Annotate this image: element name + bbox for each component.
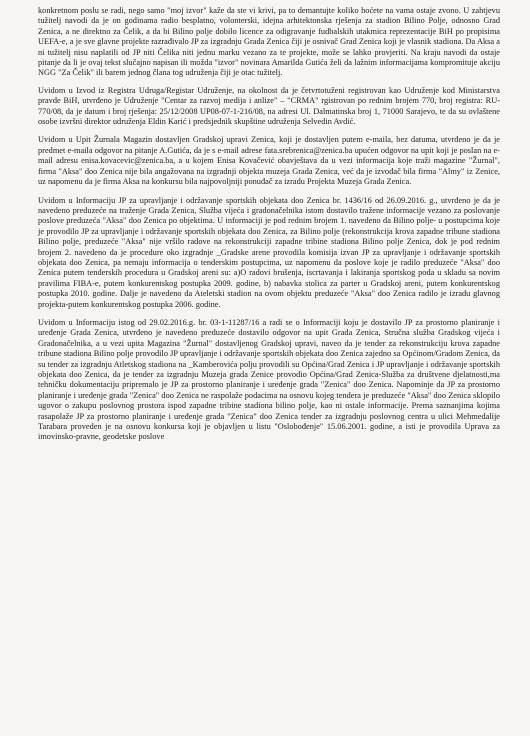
paragraph-sports-facilities-info: Uvidom u Informaciju JP za upravljanje i održavanje sportskih objekata doo Zenica br. 1436/16 od 26.09.2016. g., utvrđeno je da je navedeno preduzeće na traženje Grada Zenica, Služba vijeća i gradonačelnika istom dostavilo tražene informacije vezano za poslovanje poslove preduzeća "Aksa" doo Zenica po objektima. U informaciji je pod rednim brojem 1. navedeno da Bilino polje- u postupcima koje je provodilo JP za upravljanje i održavanje sportskih objekata doo Zenica, za Bilino polje (rekonstrukcija krova zapadne tribune stadiona Bilino polje, preduzeće "Aksa" nije vršilo radove na rekonstrukciji zapadne tribine stadiona Bilino polje Zenica, dok je pod rednim brojem 2. navedeno da je procedure oko izgradnje _Gradske arene provodila komisija izvan JP za upravljanje i održavanje sportskih objekata doo Zenica, pa nemaju informacija o tenderskim postupcima, uz napomenu da poslove koje je radilo preduzeće "Aksa" doo Zenica putem tenderskih procedura u Gradskoj areni su: a)O radovi brušenja, iscrtavanja i lakiranja sportskog poda u skladu sa novim pravilima FIBA-e, putem konkurentskog postupka 2009. godine, b) nabavka stolica za parter u Gradskoj areni, putem konkurentskog postupka 2010. godine. Dalje je navedeno da Ateletski stadion na ovom objektu preduzeće "Aksa" doo Zenica radilo je izradu glavnog projekta-putem konkurentskog postupka 2006. godine. (38, 195, 500, 309)
paragraph-spatial-planning-info: Uvidom u Informaciju istog od 29.02.2016.g. br. 03-1-11287/16 a radi se o Informaciji koju je dostavilo JP za prostorno planiranje i uređenje Grada Zenica, utvrđeno je navedeno preduzeće dostavilo odgovor na upit Grada Zenica, Stručna služba Gradskog vijeća i Gradonačelnika, a u vezi upita Magazina "Žurnal" dostavljenog Gradskoj upravi, naveo da je tender za rekonstrukciju krova zapadne tribune stadiona Bilino polje provodilo JP upravljanje i održavanje sportskih objekata doo Zenica zajedno sa Općinom/Gradom Zenica, da su tender za izgradnju Atletskog stadiona na _Kamberovića polju provodili su Općina/Grad Zenica i JP upravljanje i održavanje sportskih objekata doo Zenica, da je tender za izgradnju Muzeja grada Zenice provodio Općina/Grad Zenica-Služba za društvene djelatnosti,ma tehničku dokumentaciju pripremalo je JP za prostorno planiranje i uređenje grada "Zenica" doo Zenica. Napominje da JP za prostorno planiranje i uređenje grada "Zenica" doo Zenica ne raspolaže podacima na osnovu kojeg tendera je preduzeće "Aksa" doo Zenica sklopilo ugovor o zakupu poslovnog prostora ispod zapadne tribine stadiona bilino polje, kao ni ostale informacije. Prema saznanjima kojima rasapolaže JP za prostorno planiranje i uređenje grada "Zenica" doo Zenica tender za izgradnju poslovnog centra u ulici Mehmedalije Tarabara proveden je na osnovu konkursa koji je objavljen u listu "Oslobođenje" 15.06.2001. godine, a isti je provodila Uprava za imovinsko-pravne, geodetske poslove (38, 317, 500, 442)
paragraph-zurnal-inquiry: Uvidom u Upit Žurnala Magazin dostavljen Gradskoj upravi Zenica, koji je dostavljen putem e-maila, bez datuma, utvrđeno je da je predmet e-maila odgovor na pitanje A.Gutića, da je s e-mail adrese fata.srebrenica@zenica.ba upućen odgovor na upit koji je poslan na e-mail adresu enisa.kovacevic@zenica.ba, a u kojem Enisa Kovačević obavještava da u vezi informacija koje traži magazine "Žurnal", firma "Aksa" doo Zenica nije bila angažovana na izgradnji objekta muzeja Grada Zenica, već da je izvođač bila firma "Almy" iz Zenice, uz napomenu da je firma Aksa na konkursu bila najpovoljniji ponuđač za izradu Projekta Muzeja Grada Zenica. (38, 135, 500, 187)
paragraph-association-register: Uvidom u Izvod iz Registra Udruga/Registar Udruženje, na okolnost da je četvrtotuženi registrovan kao Udruženje kod Ministarstva pravde BiH, utvrđeno je Udruženje "Centar za razvoj medija i anlize" – "CRMA" rgistrovan po rednim brojem 770, broj registra: RU-770/08, da je datum i broj rješenja: 25/12/2008 UP08-07-1-216/08, na adresi Ul. Dalmatinska broj 1, 71000 Sarajevo, te da su ovlaštene osobe izvršni direktor udruženja Eldin Karić i predsjednik skupštine udruženja Selvedin Avdić. (38, 85, 500, 127)
paragraph-plaintiff-claim: konkretnom poslu se radi, nego samo "moj izvor" kaže da ste vi krivi, pa to demantujte koliko hoćete na vama ostaje zvono. U zahtjevu tužitelj navodi da je on godinama radio besplatno, volonterski, idejna arhitektonska rješenja za stadion Bilino Polje, odnosno Grad Zenica, a ne direktno za Čelik, a da bi Bilino polje dobilo licence za odigravanje fudbalskih utakmica reprezentacije BiH po propisima UEFA-e, a je sve glavne projekte razrađivalo JP za izgradnju Grada Zenica čiji je osnivač Grad Zenica koji je vlasnik stadiona. Da Aksa a ni tužitelj nisu naplatili od JP niti Čelika niti jednu marku vezano za te projekte, može se lahko provjeriti. Na kraju navodi da ostaje pitanje da li je ovaj tekst slučajno napisan ili možda "izvor" novinara Amarilda Gutića želi da lažnim informacijama kompromituje akciju NGG "Za Čelik" ili barem jednog člana tog udruženja čiji je otac tužitelj. (38, 6, 500, 78)
